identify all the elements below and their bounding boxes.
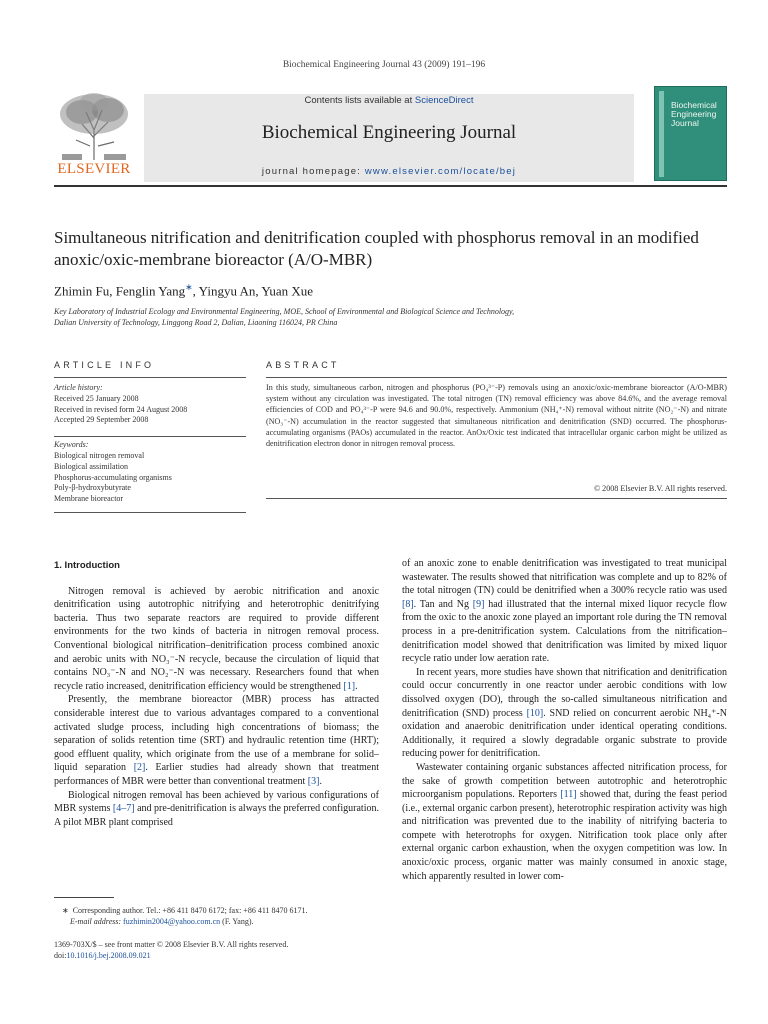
reference-link[interactable]: [9] xyxy=(472,598,485,610)
email-label: E-mail address: xyxy=(70,917,124,926)
front-matter xyxy=(54,939,288,961)
paragraph xyxy=(54,789,379,830)
issn-line: 1369-703X/$ – see front matter © 2008 Elsevier B.V. All rights reserved. xyxy=(54,940,289,949)
paragraph-text: Biological nitrogen removal has been achieved by various configurations of MBR systems xyxy=(54,789,379,815)
journal-citation: Biochemical Engineering Journal 43 (2009) 191–196 xyxy=(282,60,486,70)
paragraph-text: Nitrogen removal is achieved by aerobic nitrification and anoxic denitrification using autotrophic nitrifying and heterotrophic denitrifying bacteria. Thus two separate reactors are required to provide different environments for the two kinds of bacteria in nitrogen removal process. Conventional biological nitrification–denitrification process combined anoxic and aerobic units with NO₃⁻-N recycle, because the circulation of liquid that contains NO₃⁻-N and NO₂⁻-N was necessary. Researchers found that when recycle ratio increased, denitrification efficiency would be strengthened xyxy=(54,585,379,692)
divider xyxy=(266,498,727,499)
divider xyxy=(54,512,246,513)
keywords-label: Keywords: xyxy=(54,440,89,450)
article-info xyxy=(54,383,246,505)
doi-link[interactable]: 10.1016/j.bej.2008.09.021 xyxy=(66,951,151,960)
affiliation-line-1: Key Laboratory of Industrial Ecology and Environmental Engineering, MOE, School of Environmental and Biological Science and Technology, xyxy=(54,307,515,316)
reference-link[interactable]: [10] xyxy=(526,707,544,719)
homepage-link[interactable]: www.elsevier.com/locate/bej xyxy=(364,166,517,177)
keyword: Membrane bioreactor xyxy=(54,494,124,504)
reference-link[interactable]: [3] xyxy=(307,775,320,787)
sciencedirect-link[interactable]: ScienceDirect xyxy=(414,95,474,106)
corresponding-text: Corresponding author. Tel.: +86 411 8470 6172; fax: +86 411 8470 6171. xyxy=(72,906,308,915)
keywords-block xyxy=(54,436,246,505)
contents-line xyxy=(144,95,634,106)
cover-stripe xyxy=(659,91,664,177)
corresponding-author-note xyxy=(54,905,384,916)
article-title: Simultaneous nitrification and denitrification coupled with phosphorus removal in an modified anoxic/oxic-membrane bioreactor (A/O-MBR) xyxy=(54,228,699,269)
abstract-text: In this study, simultaneous carbon, nitrogen and phosphorus (PO₄³⁻-P) removals using an anoxic/oxic-membrane bioreactor (A/O-MBR) system without any circulation was investigated. The total nitrogen (TN) removal efficiency was above 84.6%, and the average removal efficiencies of COD and PO₄³⁻-P were 94.6 and 90.0%, respectively. Ammonium (NH₄⁺-N) removal without nitrite (NO₂⁻-N) and nitrate (NO₃⁻-N) accumulation in the reactor suggested that simultaneous nitrification and denitrification (SND) occurred. The phosphorus-accumulating organisms (PAOs) accumulated in the reactor. AnOx/Oxic test indicated that intracellular organic carbon might be utilized as denitrification electron donor in nitrogen removal process. xyxy=(266,383,727,449)
paragraph xyxy=(402,761,727,883)
journal-info-box xyxy=(144,94,634,182)
reference-link[interactable]: [8] xyxy=(402,598,414,610)
paragraph-text: . xyxy=(355,680,358,692)
authors-rest: , Yingyu An, Yuan Xue xyxy=(192,283,314,299)
tree-icon xyxy=(54,90,134,162)
paragraph xyxy=(402,557,727,666)
email-suffix: (F. Yang). xyxy=(220,917,254,926)
paragraph-text: . SND relied on concurrent aerobic NH₄⁺-N oxidation and anaerobic denitrification under identical operating conditions. Additionally, it required a slowly degradable organic substrate to provide reducing power for denitrification. xyxy=(402,707,727,760)
elsevier-tree-logo xyxy=(54,90,134,182)
reference-link[interactable]: [2] xyxy=(133,762,146,774)
reference-link[interactable]: [11] xyxy=(560,789,577,801)
journal-masthead xyxy=(54,84,727,187)
received-date: Received 25 January 2008 xyxy=(54,393,139,403)
revised-date: Received in revised form 24 August 2008 xyxy=(54,404,188,414)
paragraph-text: . xyxy=(319,775,322,787)
body-column-left xyxy=(54,557,379,829)
keyword: Biological assimilation xyxy=(54,461,128,471)
paragraph-text: Presently, the membrane bioreactor (MBR) process has attracted considerable interest due to various advantages compared to a conventional activated sludge process, including high concentrations of biomass; the separation of solids retention time (SRT) and hydraulic retention time (HRT); good effluent quality, which originate from the use of a membrane for solid–liquid separation xyxy=(54,694,379,774)
paragraph xyxy=(54,693,379,788)
section-heading: 1. Introduction xyxy=(54,560,120,571)
keyword: Biological nitrogen removal xyxy=(54,450,145,460)
doi-line xyxy=(54,950,288,961)
copyright-notice: © 2008 Elsevier B.V. All rights reserved. xyxy=(593,484,727,493)
paragraph-text: . Earlier studies had already shown that treatment performances of MBR were better than conventional treatment xyxy=(54,762,379,787)
paragraph xyxy=(402,666,727,761)
author-list xyxy=(54,282,313,299)
authors-lead: Zhimin Fu, Fenglin Yang xyxy=(54,283,186,299)
article-info-heading: ARTICLE INFO xyxy=(54,360,155,370)
paragraph-text: had illustrated that the internal mixed liquor recycle flow from the oxic to the anoxic zone played an important role during the TN removal process in a pre-denitrification system. Calculations from the nitrification–denitrification model showed that denitrification was limited by mixed liquor recycle ratio under low aeration rate. xyxy=(402,598,727,665)
doi-prefix: doi: xyxy=(54,951,67,960)
paragraph-text: . Tan and Ng xyxy=(413,598,473,610)
reference-link[interactable]: [1] xyxy=(343,680,356,692)
history-label: Article history: xyxy=(54,383,103,392)
footnote-mark: ∗ xyxy=(62,906,69,915)
journal-homepage xyxy=(144,166,634,177)
footnote xyxy=(54,905,384,927)
cover-title: Biochemical Engineering Journal xyxy=(671,100,717,128)
paragraph-text: and pre-denitrification is always the preferred configuration. A pilot MBR plant comprised xyxy=(54,803,379,828)
paragraph-text: showed that, during the feast period (i.e., external organic carbon present), heterotrophic respiration activity was high and nitrification was prevented due to the inability of nitrifying bacteria to compete with heterotrophs for oxygen. Nitrification took place only after external organic carbon exhaustion, when the oxygen competition was low. In anoxic/oxic process, organic matter was mainly consumed in anoxic stage, which apparently resulted in lower com- xyxy=(402,789,728,882)
paragraph-text: In recent years, more studies have shown that nitrification and denitrification could occur concurrently in one reactor under aerobic conditions with low dissolved oxygen (DO), through the so-called simultaneous nitrification and denitrification (SND) process xyxy=(402,666,727,719)
divider xyxy=(54,377,246,378)
affiliation xyxy=(54,306,654,328)
homepage-prefix: journal homepage: xyxy=(261,166,365,177)
affiliation-line-2: Dalian University of Technology, Linggong Road 2, Dalian, Liaoning 116024, PR China xyxy=(54,318,338,327)
email-link[interactable]: fuzhimin2004@yahoo.com.cn xyxy=(123,917,221,926)
footnote-divider xyxy=(54,897,114,898)
keyword: Phosphorus-accumulating organisms xyxy=(54,472,172,482)
publisher-name: ELSEVIER xyxy=(57,161,131,177)
contents-prefix: Contents lists available at xyxy=(304,95,415,106)
accepted-date: Accepted 29 September 2008 xyxy=(54,415,149,425)
journal-cover-image xyxy=(654,86,727,181)
journal-title: Biochemical Engineering Journal xyxy=(261,122,517,143)
paragraph-text: of an anoxic zone to enable denitrification was investigated to treat municipal wastewater. The results showed that nitrification was complete and up to 82% of the total nitrogen (TN) could be denitrified when a 300% recycle ratio was used xyxy=(402,558,727,597)
paragraph xyxy=(54,585,379,694)
corresponding-author-mark[interactable]: ∗ xyxy=(185,282,193,292)
abstract-heading: ABSTRACT xyxy=(266,360,340,370)
email-note xyxy=(54,916,384,927)
body-column-right xyxy=(402,557,727,883)
reference-link[interactable]: [4–7] xyxy=(112,803,135,815)
paragraph-text: Wastewater containing organic substances affected nitrification process, for the sake of growth competition between autotrophic and heterotrophic microorganism populations. Reporters xyxy=(402,761,727,801)
keyword: Poly-β-hydroxybutyrate xyxy=(54,483,131,493)
divider xyxy=(266,377,727,378)
